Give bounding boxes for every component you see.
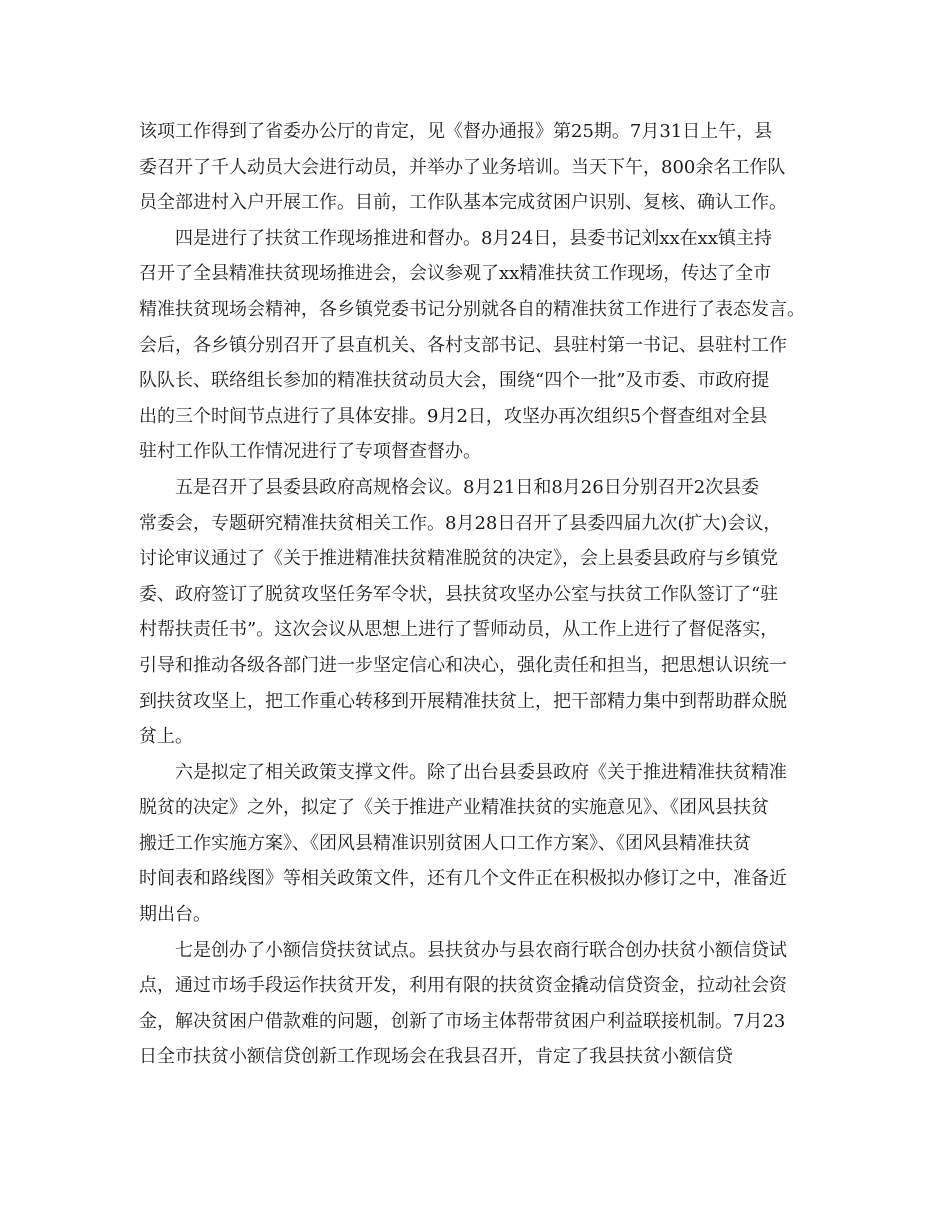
text-line: 讨论审议通过了《关于推进精准扶贫精准脱贫的决定》，会上县委县政府与乡镇党	[139, 548, 778, 570]
text-line: 精准扶贫现场会精神，各乡镇党委书记分别就各自的精准扶贫工作进行了表态发言。	[139, 298, 805, 320]
text-line: 召开了全县精准扶贫现场推进会，会议参观了xx精准扶贫工作现场，传达了全市	[139, 263, 772, 285]
text-line: 队队长、联络组长参加的精准扶贫动员大会，围绕“四个一批”及市委、市政府提	[139, 370, 770, 392]
text-line: 脱贫的决定》之外，拟定了《关于推进产业精准扶贫的实施意见》、《团风县扶贫	[139, 797, 769, 819]
text-line: 出的三个时间节点进行了具体安排。9月2日，攻坚办再次组织5个督查组对全县	[139, 405, 768, 427]
text-line: 该项工作得到了省委办公厅的肯定，见《督办通报》第25期。7月31日上午，县	[139, 121, 773, 142]
text-line: 委、政府签订了脱贫攻坚任务军令状，县扶贫攻坚办公室与扶贫工作队签订了“驻	[139, 583, 779, 605]
text-line: 点，通过市场手段运作扶贫开发，利用有限的扶贫资金撬动信贷资金，拉动社会资	[139, 975, 787, 997]
text-line: 贫上。	[139, 726, 193, 748]
paragraph-first-line: 六是拟定了相关政策支撑文件。除了出台县委县政府《关于推进精准扶贫精准	[175, 761, 787, 783]
text-line: 会后，各乡镇分别召开了县直机关、各村支部书记、县驻村第一书记、县驻村工作	[139, 334, 787, 356]
paragraph-first-line: 七是创办了小额信贷扶贫试点。县扶贫办与县农商行联合创办扶贫小额信贷试	[175, 939, 787, 961]
document-body	[139, 114, 829, 1075]
text-line: 金，解决贫困户借款难的问题，创新了市场主体帮带贫困户利益联接机制。7月23	[139, 1010, 786, 1032]
text-line: 村帮扶责任书”。这次会议从思想上进行了誓师动员，从工作上进行了督促落实，	[139, 619, 779, 641]
text-line: 驻村工作队工作情况进行了专项督查督办。	[139, 441, 481, 463]
text-line: 日全市扶贫小额信贷创新工作现场会在我县召开，肯定了我县扶贫小额信贷	[139, 1046, 733, 1068]
text-line: 搬迁工作实施方案》、《团风县精准识别贫困人口工作方案》、《团风县精准扶贫	[139, 832, 751, 854]
paragraph-first-line: 四是进行了扶贫工作现场推进和督办。8月24日，县委书记刘xx在xx镇主持	[175, 227, 772, 249]
text-line: 到扶贫攻坚上，把工作重心转移到开展精准扶贫上，把干部精力集中到帮助群众脱	[139, 690, 787, 712]
text-line: 期出台。	[139, 904, 211, 926]
text-line: 时间表和路线图》等相关政策文件，还有几个文件正在积极拟办修订之中，准备近	[139, 868, 787, 890]
text-line: 常委会，专题研究精准扶贫相关工作。8月28日召开了县委四届九次(扩大)会议，	[139, 512, 782, 534]
text-line: 引导和推动各级各部门进一步坚定信心和决心，强化责任和担当，把思想认识统一	[139, 654, 787, 676]
text-line: 员全部进村入户开展工作。目前，工作队基本完成贫困户识别、复核、确认工作。	[139, 192, 787, 214]
text-line: 委召开了千人动员大会进行动员，并举办了业务培训。当天下午，800余名工作队	[139, 156, 786, 178]
paragraph-first-line: 五是召开了县委县政府高规格会议。8月21日和8月26日分别召开2次县委	[175, 476, 760, 498]
